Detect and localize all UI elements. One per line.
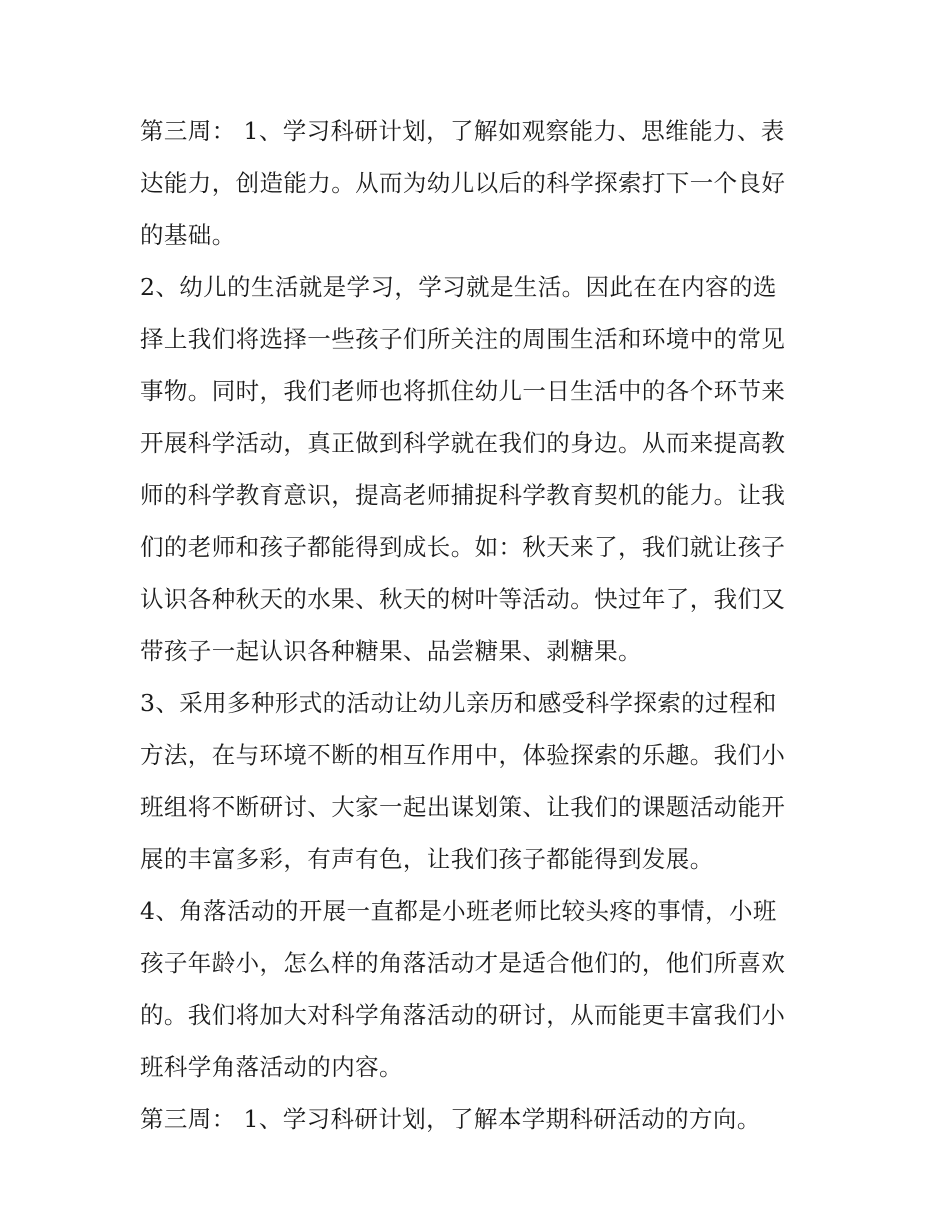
text-line: 择上我们将选择一些孩子们所关注的周围生活和环境中的常见	[140, 325, 786, 353]
text-line: 4、角落活动的开展一直都是小班老师比较头疼的事情，小班	[140, 897, 777, 925]
text-line: 3、采用多种形式的活动让幼儿亲历和感受科学探索的过程和	[140, 689, 777, 717]
text-line: 们的老师和孩子都能得到成长。如：秋天来了，我们就让孩子	[140, 533, 786, 561]
document-body	[140, 108, 812, 1148]
text-line: 达能力，创造能力。从而为幼儿以后的科学探索打下一个良好	[140, 169, 786, 197]
text-line: 第三周： 1、学习科研计划，了解如观察能力、思维能力、表	[140, 117, 785, 145]
text-line: 开展科学活动，真正做到科学就在我们的身边。从而来提高教	[140, 429, 786, 457]
text-line: 的。我们将加大对科学角落活动的研讨，从而能更丰富我们小	[140, 1001, 786, 1029]
text-line: 认识各种秋天的水果、秋天的树叶等活动。快过年了，我们又	[140, 585, 786, 613]
text-line: 班组将不断研讨、大家一起出谋划策、让我们的课题活动能开	[140, 793, 786, 821]
text-line: 孩子年龄小，怎么样的角落活动才是适合他们的，他们所喜欢	[140, 949, 786, 977]
text-line: 第三周： 1、学习科研计划，了解本学期科研活动的方向。	[140, 1105, 761, 1133]
text-line: 事物。同时，我们老师也将抓住幼儿一日生活中的各个环节来	[140, 377, 786, 405]
text-line: 方法，在与环境不断的相互作用中，体验探索的乐趣。我们小	[140, 741, 786, 769]
text-line: 的基础。	[140, 221, 236, 249]
text-line: 带孩子一起认识各种糖果、品尝糖果、剥糖果。	[140, 637, 642, 665]
text-line: 展的丰富多彩，有声有色，让我们孩子都能得到发展。	[140, 845, 714, 873]
text-line: 2、幼儿的生活就是学习，学习就是生活。因此在在内容的选	[140, 273, 777, 301]
text-line: 师的科学教育意识，提高老师捕捉科学教育契机的能力。让我	[140, 481, 786, 509]
text-line: 班科学角落活动的内容。	[140, 1053, 403, 1081]
